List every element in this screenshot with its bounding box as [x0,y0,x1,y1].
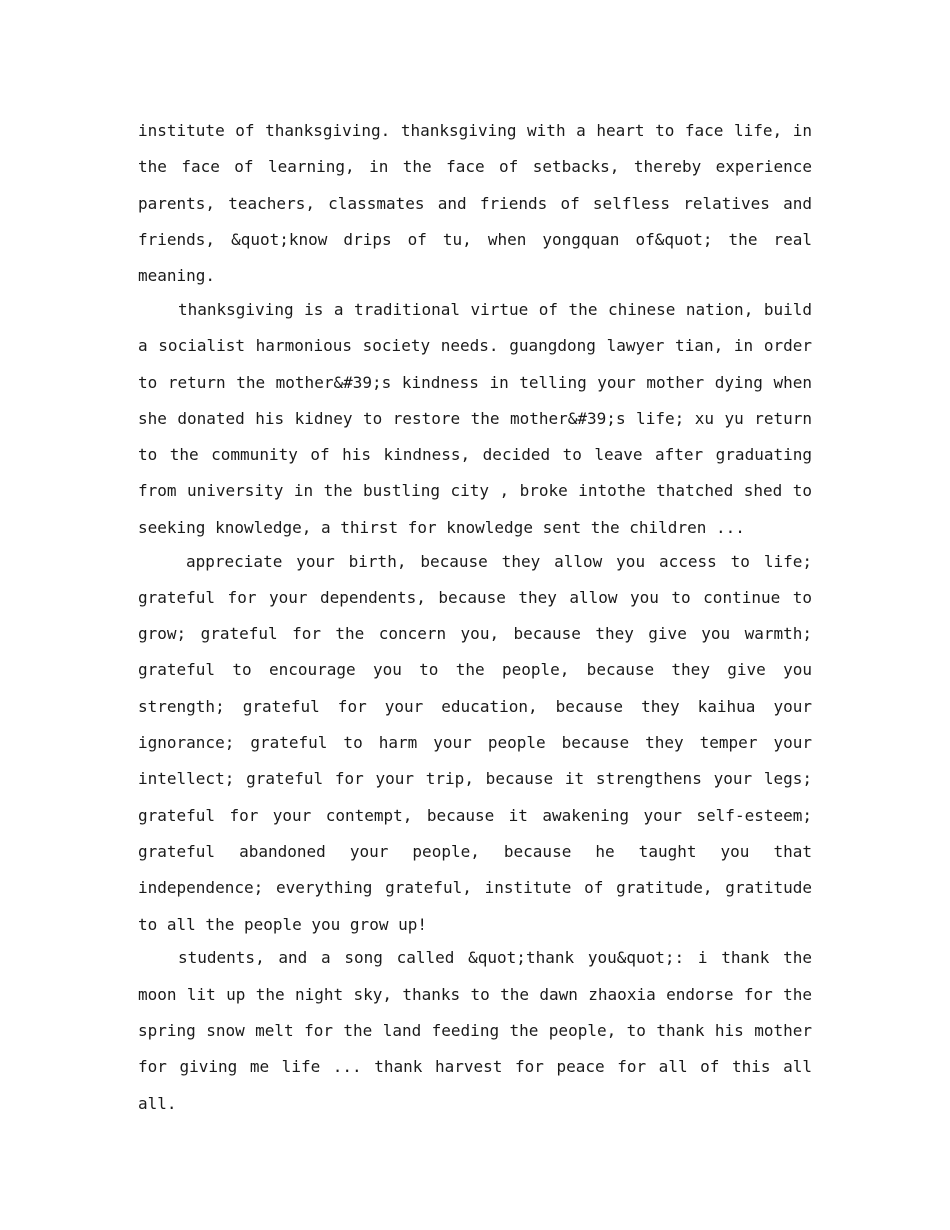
paragraph-2: thanksgiving is a traditional virtue of the chinese nation, build a socialist harmonious society needs. guangdong lawyer tian, in order to return the mother&#39;s kindness in telling your mother dying when she donated his kidney to restore the mother&#39;s life; xu yu return to the community of his kindness, decided to leave after graduating from university in the bustling city , broke intothe thatched shed to seeking knowledge, a thirst for knowledge sent the children ... [138,299,812,537]
paragraph-1: institute of thanksgiving. thanksgiving with a heart to face life, in the face of learning, in the face of setbacks, thereby experience parents, teachers, classmates and friends of selfless relatives and friends, &quot;know drips of tu, when yongquan of&quot; the real meaning. [138,121,812,286]
paragraph-4: students, and a song called &quot;thank you&quot;: i thank the moon lit up the night sky, thanks to the dawn zhaoxia endorse for the spring snow melt for the land feeding the people, to thank his mother for giving me life ... thank harvest for peace for all of this all all. [138,948,812,1113]
document-body [138,113,812,1119]
paragraph-3: appreciate your birth, because they allow you access to life; grateful for your dependents, because they allow you to continue to grow; grateful for the concern you, because they give you warmth; grateful to encourage you to the people, because they give you strength; grateful for your education, because they kaihua your ignorance; grateful to harm your people because they temper your intellect; grateful for your trip, because it strengthens your legs; grateful for your contempt, because it awakening your self-esteem; grateful abandoned your people, because he taught you that independence; everything grateful, institute of gratitude, gratitude to all the people you grow up! [138,551,812,934]
